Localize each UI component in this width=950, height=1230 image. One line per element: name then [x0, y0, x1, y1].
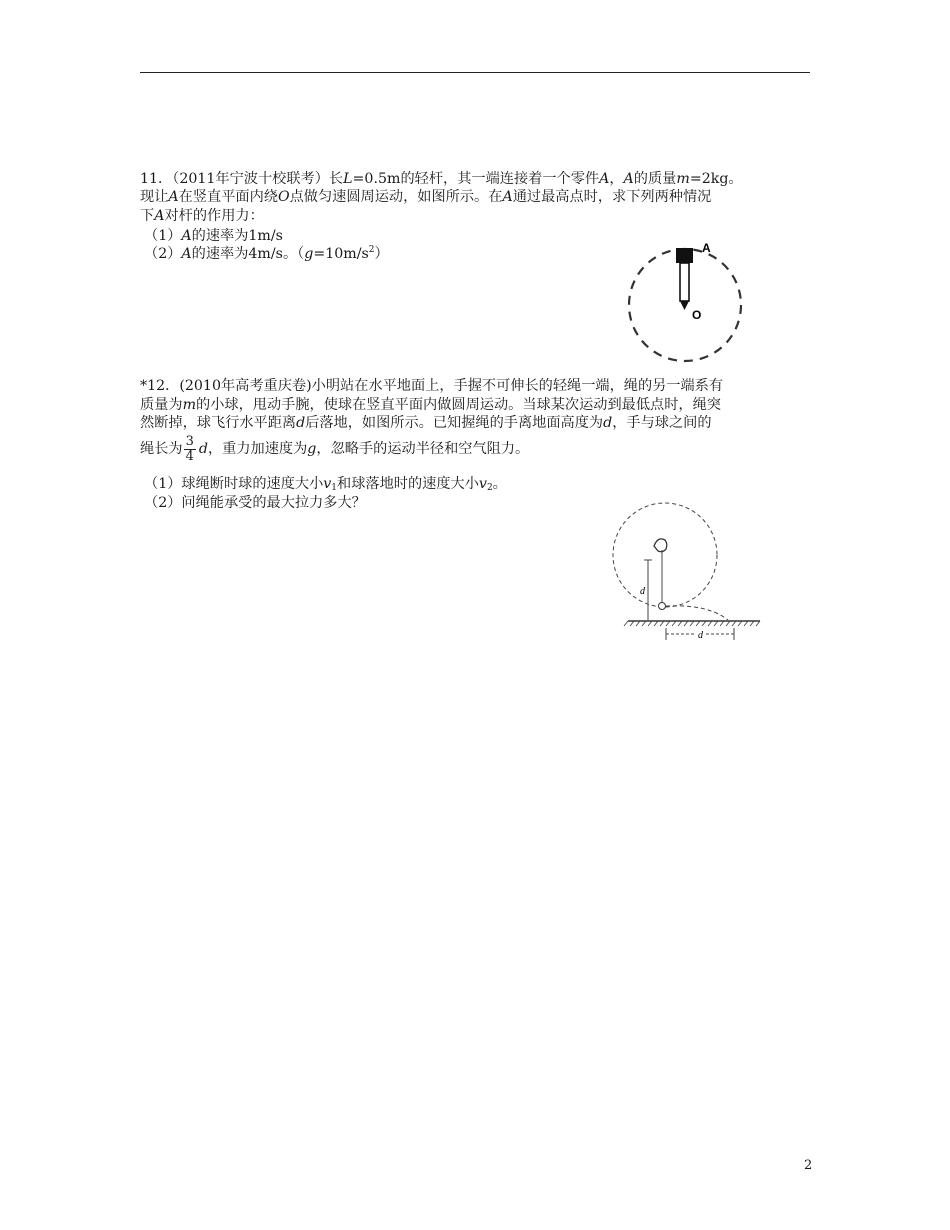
q12-line-4: 绳长为 $\frac{3}{4}$ d，重力加速度为g，忽略手的运动半径和空气阻力。 [140, 433, 530, 464]
q12-line-3: 然断掉，球飞行水平距离d后落地，如图所示。已知握绳的手离地面高度为d，手与球之间的 [140, 415, 712, 431]
q12-part-1: （1）球绳断时球的速度大小$v_1$和球落地时的速度大小$v_2$。 [144, 476, 507, 493]
q12-trajectory [666, 606, 728, 620]
hand-icon [654, 539, 667, 552]
q11-line-1: 11．（2011年宁波十校联考）长L=0.5m的轻杆，其一端连接着一个零件A，A的质量m=2kg。 [140, 171, 743, 187]
q12-line-1: *12．(2010年高考重庆卷)小明站在水平地面上，手握不可伸长的轻绳一端，绳的另一端系有 [140, 378, 724, 394]
q11-figure [622, 238, 752, 370]
q12-ball [659, 603, 666, 610]
fraction-three-quarters: $\frac{3}{4}$ [185, 433, 194, 464]
q12-label-d-height: d [640, 586, 645, 597]
q11-line-3: 下A对杆的作用力： [140, 208, 264, 224]
q11-rod [680, 263, 689, 301]
page-number: 2 [804, 1158, 813, 1173]
q11-line-2: 现让A在竖直平面内绕O点做匀速圆周运动，如图所示。在A通过最高点时，求下列两种情况 [140, 189, 712, 205]
q12-figure [610, 500, 770, 645]
q12-label-d-distance: d [698, 630, 703, 641]
q11-rod-tip [680, 301, 689, 310]
q11-part-1: （1）A的速率为1m/s [144, 228, 283, 244]
header-rule [140, 72, 810, 73]
q11-label-O: O [692, 308, 702, 322]
q11-part-2: （2）A的速率为4m/s。$(g=10m/s^2)$ [144, 245, 389, 262]
q12-ground-hatch [624, 621, 760, 626]
q12-line-2: 质量为m的小球，甩动手腕，使球在竖直平面内做圆周运动。当球某次运动到最低点时，绳突 [140, 397, 721, 413]
q11-label-A: A [702, 241, 711, 255]
q12-part-2: （2）问绳能承受的最大拉力多大？ [144, 495, 366, 511]
q12-circle-path [613, 503, 717, 607]
q11-part-A [676, 248, 693, 263]
